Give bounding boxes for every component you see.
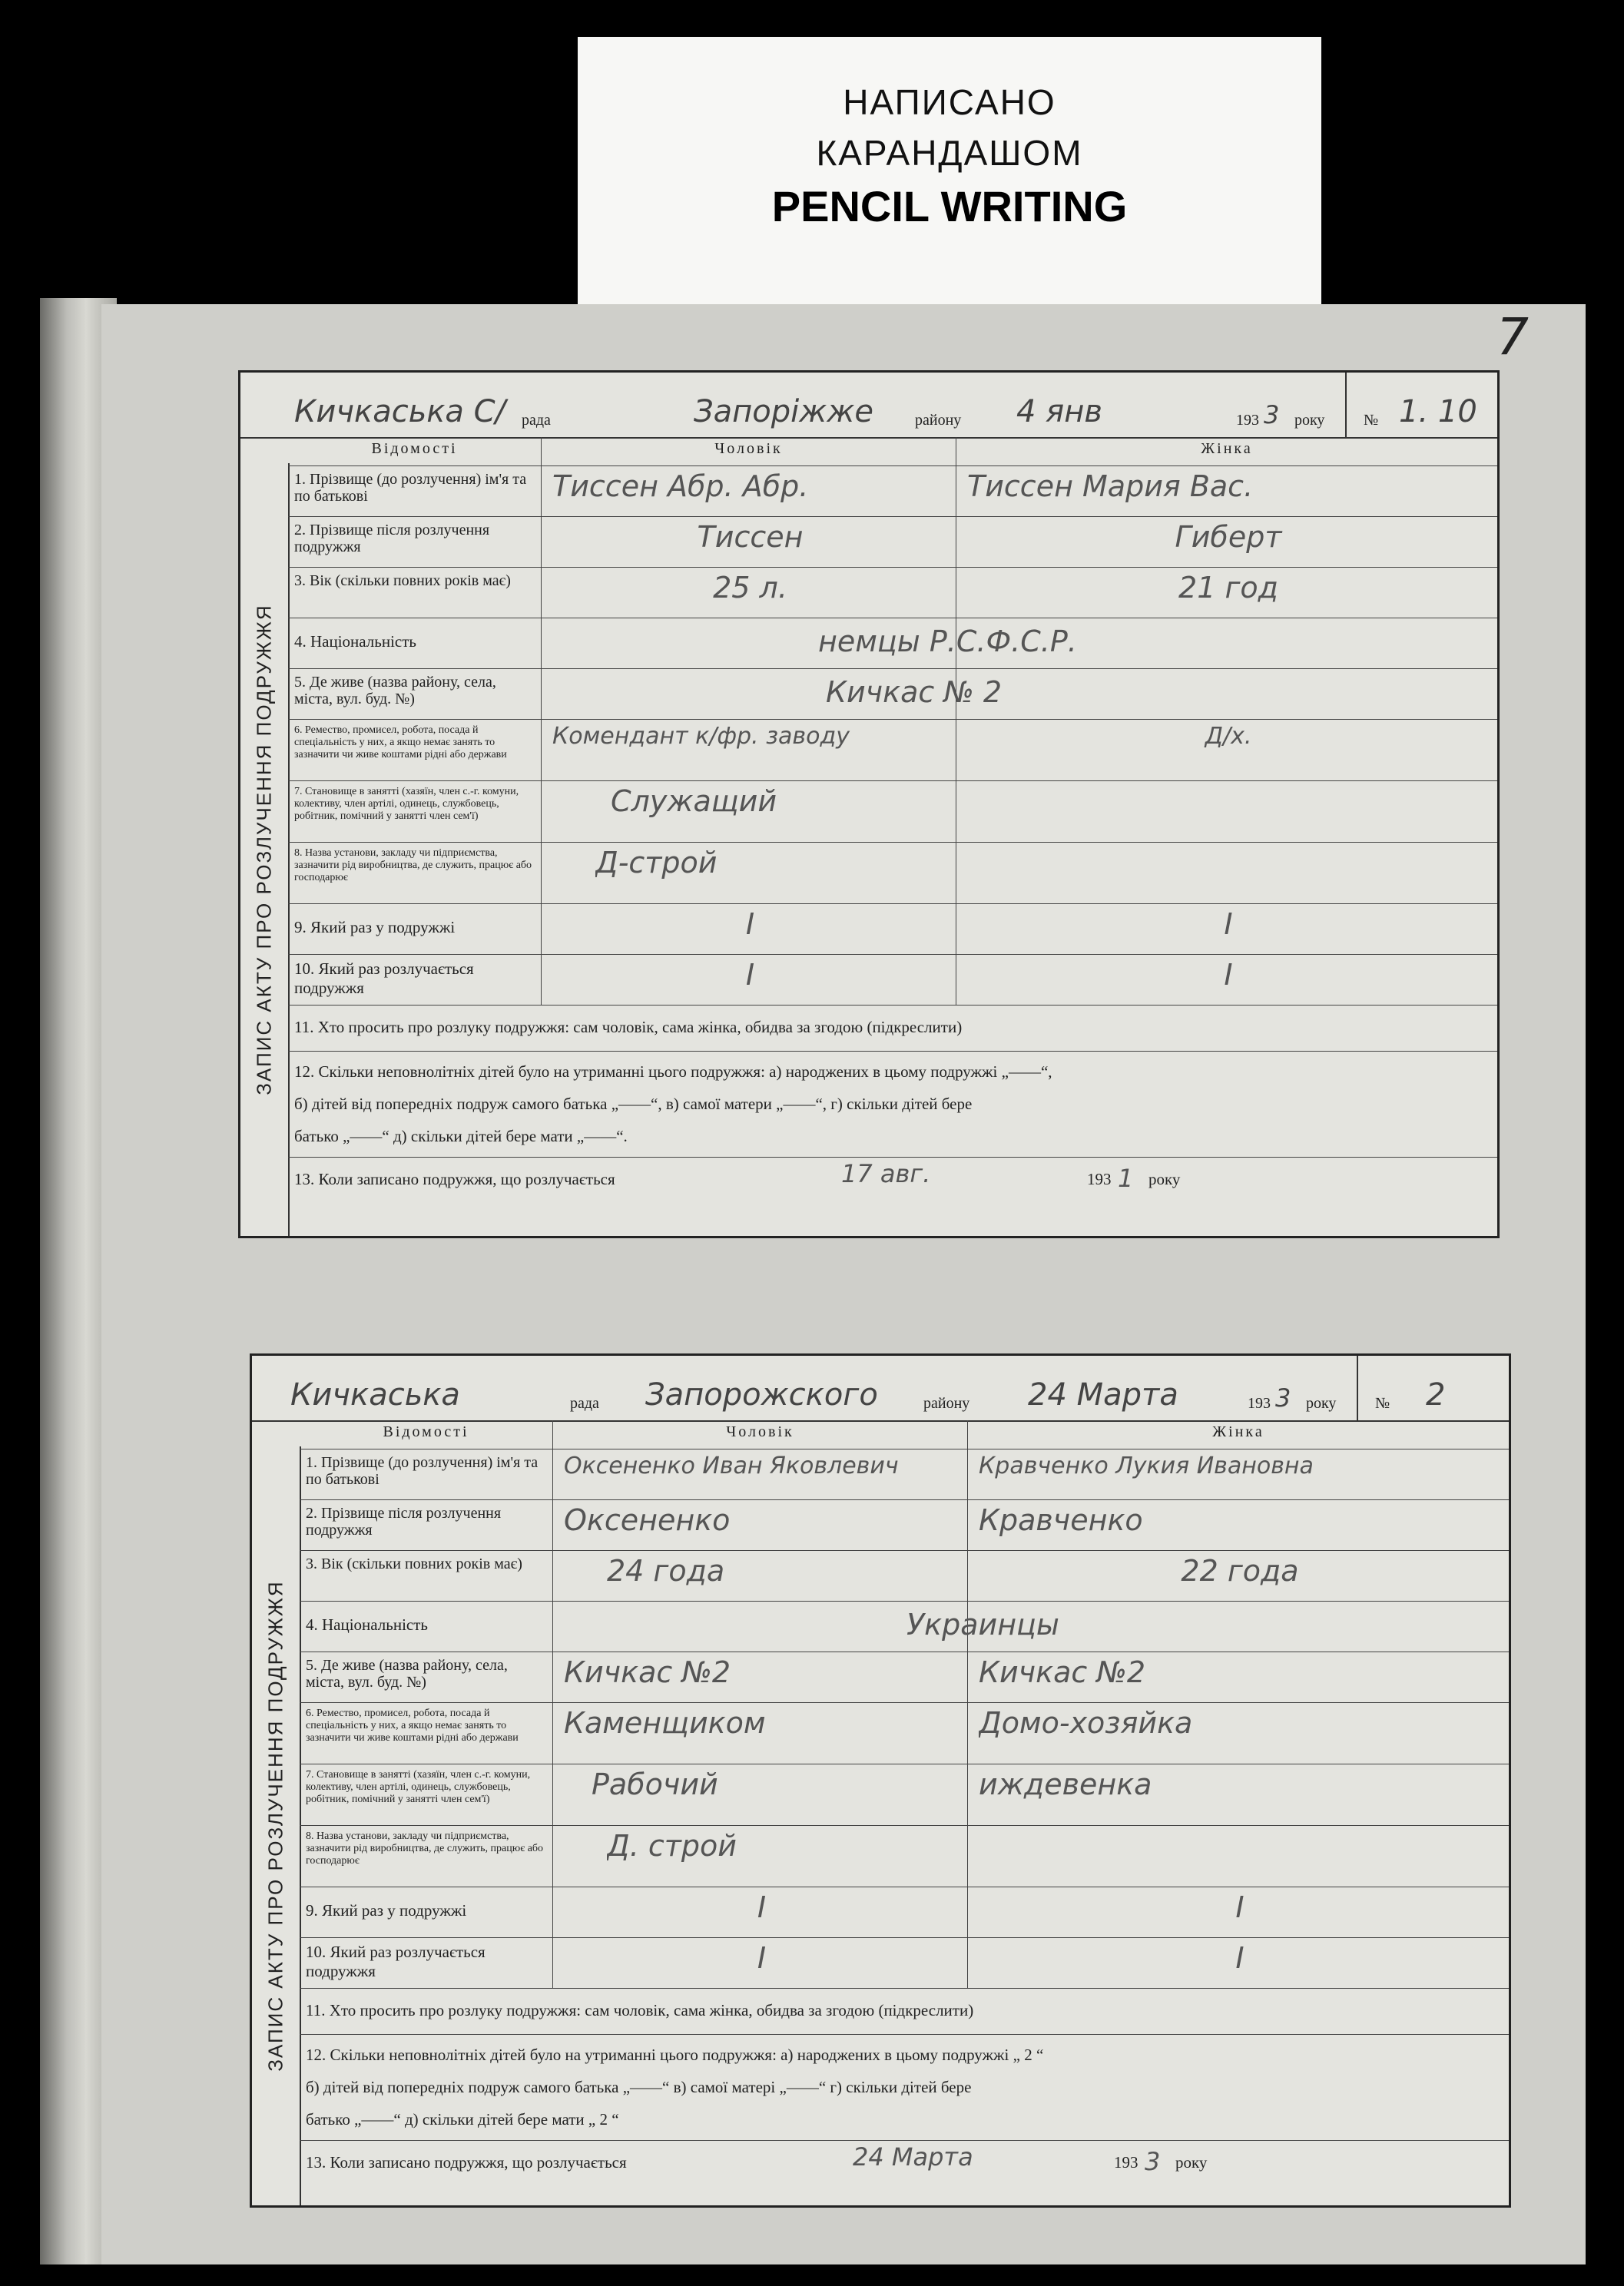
man-value: Кичкас №2 xyxy=(564,1655,731,1689)
row-label: 10. Який раз розлучається подружжя xyxy=(306,1943,486,1980)
woman-value: 21 год xyxy=(1178,571,1278,605)
row-12-line-b: б) дітей від попередніх подруж самого батька „——“, в) самої матери „——“, г) скільки дітей бере xyxy=(294,1095,973,1113)
man-value: 24 года xyxy=(607,1554,725,1588)
rada-label: рада xyxy=(570,1395,599,1412)
record-table xyxy=(300,1420,1509,2205)
row-12-line-c: батько „——“ д) скільки дітей бере мати „——“. xyxy=(294,1127,628,1145)
man-value: Д-строй xyxy=(595,846,718,880)
label-line-3: PENCIL WRITING xyxy=(771,182,1128,230)
table-row xyxy=(300,1826,1509,1887)
raion-handwriting: Запоріжже xyxy=(694,394,873,429)
table-row xyxy=(300,1500,1509,1551)
raion-label: району xyxy=(923,1395,970,1412)
woman-value: Тиссен Мария Вас. xyxy=(967,469,1254,503)
woman-value: Кравченко Лукия Ивановна xyxy=(979,1453,1314,1479)
row-label: 8. Назва установи, закладу чи підприємства, зазначити рід виробництва, де служить, працює або господарює xyxy=(306,1830,544,1867)
row-label: 1. Прізвище (до розлучення) ім'я та по батькові xyxy=(294,471,527,505)
column-headers xyxy=(288,437,1497,466)
row-label: 2. Прізвище після розлучення подружжя xyxy=(306,1505,502,1539)
woman-value: Кичкас №2 xyxy=(979,1655,1146,1689)
year-prefix: 193 xyxy=(1248,1395,1271,1412)
year-handwriting: 3 xyxy=(1275,1383,1291,1413)
row-label: 4. Національність xyxy=(294,632,417,651)
table-row xyxy=(288,843,1497,904)
row-13-year-hw: 3 xyxy=(1145,2147,1161,2176)
row-12-line-a: 12. Скільки неповнолітніх дітей було на утриманні цього подружжя: а) народжених в цьому подружжі „ 2 “ xyxy=(306,2046,1044,2064)
record-number-box xyxy=(1345,373,1497,437)
year-label: року xyxy=(1294,412,1325,429)
col-man: Чоловік xyxy=(726,1423,794,1440)
row-label: 3. Вік (скільки повних років має) xyxy=(306,1555,522,1572)
man-value: Тиссен Абр. Абр. xyxy=(552,469,809,503)
record-header xyxy=(240,373,1497,439)
col-woman: Жінка xyxy=(1201,440,1253,457)
row-label: 6. Ремество, промисел, робота, посада й спеціальність у них, а якщо немає занять то зазначити чи живе коштами рідні або держави xyxy=(306,1708,519,1744)
row-label: 5. Де живе (назва району, села, міста, вул. буд. №) xyxy=(306,1657,508,1691)
row-12-line-a: 12. Скільки неповнолітніх дітей було на утриманні цього подружжя: а) народжених в цьому подружжі „——“, xyxy=(294,1062,1052,1081)
rada-label: рада xyxy=(522,412,551,429)
raion-label: району xyxy=(915,412,962,429)
man-value: Рабочий xyxy=(592,1768,718,1801)
table-row xyxy=(288,669,1497,720)
number-label: № xyxy=(1375,1395,1390,1412)
man-value: Комендант к/фр. заводу xyxy=(552,723,850,750)
man-value: Тиссен xyxy=(697,520,804,554)
row-13-year: 193 xyxy=(1114,2153,1138,2172)
table-row xyxy=(300,1703,1509,1764)
row-label: 9. Який раз у подружжі xyxy=(306,1901,467,1920)
table-row xyxy=(300,1887,1509,1938)
joint-value: Украинцы xyxy=(906,1608,1059,1642)
raion-handwriting: Запорожского xyxy=(645,1377,878,1413)
record-table xyxy=(288,437,1497,1236)
label-line-2: КАРАНДАШОМ xyxy=(816,133,1083,173)
table-row xyxy=(300,1652,1509,1703)
joint-value: Кичкас № 2 xyxy=(826,675,1003,709)
row-11-text: 11. Хто просить про розлуку подружжя: сам чоловік, сама жінка, обидва за згодою (підкреслити) xyxy=(306,2001,974,2019)
man-value: I xyxy=(757,1941,767,1975)
woman-value: I xyxy=(1224,958,1233,992)
row-label: 6. Ремество, промисел, робота, посада й спеціальність у них, а якщо немає занять то зазначити чи живе коштами рідні або держави xyxy=(294,724,507,760)
side-title: ЗАПИС АКТУ ПРО РОЗЛУЧЕННЯ ПОДРУЖЖЯ xyxy=(240,463,290,1236)
year-handwriting: 3 xyxy=(1264,400,1280,429)
row-label: 4. Національність xyxy=(306,1615,429,1634)
man-value: I xyxy=(757,1890,767,1924)
row-11 xyxy=(288,1006,1497,1052)
woman-value: I xyxy=(1224,907,1233,941)
table-row xyxy=(300,1938,1509,1989)
number-handwriting: 2 xyxy=(1426,1377,1446,1413)
row-13 xyxy=(300,2141,1509,2187)
row-13-year-hw: 1 xyxy=(1118,1164,1134,1193)
rada-handwriting: Кичкаська С/ xyxy=(294,394,506,429)
row-13-rok: року xyxy=(1148,1170,1181,1188)
row-13-year: 193 xyxy=(1087,1170,1112,1188)
table-row xyxy=(300,1551,1509,1602)
woman-value: I xyxy=(1235,1890,1245,1924)
row-13-date: 17 авг. xyxy=(841,1159,931,1188)
table-row xyxy=(288,720,1497,781)
row-label: 7. Становище в занятті (хазяїн, член с.-г. комуни, колективу, член артілі, одинець, службовець, робітник, помічний у занятті член сем'ї) xyxy=(294,786,519,822)
pencil-writing-label xyxy=(578,37,1321,304)
woman-value: 22 года xyxy=(1181,1554,1299,1588)
woman-value: Домо-хозяйка xyxy=(979,1706,1193,1740)
man-value: Служащий xyxy=(611,784,777,818)
row-label: 2. Прізвище після розлучення подружжя xyxy=(294,522,490,555)
table-row xyxy=(288,618,1497,669)
col-woman: Жінка xyxy=(1212,1423,1264,1440)
label-line-1: НАПИСАНО xyxy=(843,82,1056,122)
record-header xyxy=(252,1356,1509,1422)
row-13-label: 13. Коли записано подружжя, що розлучається xyxy=(294,1170,615,1188)
date-handwriting: 24 Марта xyxy=(1028,1377,1178,1413)
row-13 xyxy=(288,1158,1497,1204)
year-prefix: 193 xyxy=(1236,412,1259,429)
col-vidomosti: Відомості xyxy=(383,1423,469,1440)
man-value: Каменщиком xyxy=(564,1706,766,1740)
row-11 xyxy=(300,1989,1509,2035)
table-row xyxy=(288,517,1497,568)
divorce-record-2 xyxy=(250,1353,1511,2208)
row-label: 9. Який раз у подружжі xyxy=(294,918,456,936)
table-row xyxy=(288,466,1497,517)
row-label: 1. Прізвище (до розлучення) ім'я та по батькові xyxy=(306,1454,539,1488)
joint-value: немцы Р.С.Ф.С.Р. xyxy=(818,625,1077,658)
man-value: 25 л. xyxy=(713,571,787,605)
table-row xyxy=(288,781,1497,843)
col-man: Чоловік xyxy=(714,440,783,457)
row-12 xyxy=(300,2035,1509,2141)
record-number-box xyxy=(1357,1356,1509,1420)
divorce-record-1 xyxy=(238,370,1500,1238)
table-row xyxy=(300,1764,1509,1826)
col-vidomosti: Відомості xyxy=(371,440,458,457)
number-handwriting: 1. 10 xyxy=(1399,394,1477,429)
page-number: 7 xyxy=(1496,307,1529,366)
man-value: Д. строй xyxy=(607,1829,737,1863)
row-label: 3. Вік (скільки повних років має) xyxy=(294,572,511,589)
woman-value: I xyxy=(1235,1941,1245,1975)
woman-value: Гиберт xyxy=(1175,520,1282,554)
row-13-rok: року xyxy=(1175,2153,1208,2172)
table-row xyxy=(288,904,1497,955)
man-value: Оксененко Иван Яковлевич xyxy=(564,1453,899,1479)
side-title: ЗАПИС АКТУ ПРО РОЗЛУЧЕННЯ ПОДРУЖЖЯ xyxy=(252,1446,301,2205)
row-12 xyxy=(288,1052,1497,1158)
row-13-label: 13. Коли записано подружжя, що розлучається xyxy=(306,2153,627,2172)
man-value: I xyxy=(745,958,755,992)
table-row xyxy=(288,568,1497,618)
table-row xyxy=(300,1602,1509,1652)
table-row xyxy=(300,1449,1509,1500)
woman-value: Д/х. xyxy=(1205,723,1252,750)
row-12-line-b: б) дітей від попередніх подруж самого батька „——“ в) самої матері „——“ г) скільки дітей бере xyxy=(306,2078,972,2096)
row-13-date: 24 Марта xyxy=(853,2142,973,2172)
man-value: Оксененко xyxy=(564,1503,731,1537)
row-label: 10. Який раз розлучається подружжя xyxy=(294,959,474,997)
column-headers xyxy=(300,1420,1509,1449)
year-label: року xyxy=(1306,1395,1337,1412)
row-label: 7. Становище в занятті (хазяїн, член с.-г. комуни, колективу, член артілі, одинець, службовець, робітник, помічний у занятті член сем'ї) xyxy=(306,1769,531,1805)
table-row xyxy=(288,955,1497,1006)
woman-value: Кравченко xyxy=(979,1503,1143,1537)
man-value: I xyxy=(745,907,755,941)
row-label: 5. Де живе (назва району, села, міста, вул. буд. №) xyxy=(294,674,496,707)
row-12-line-c: батько „——“ д) скільки дітей бере мати „ 2 “ xyxy=(306,2110,619,2129)
woman-value: иждевенка xyxy=(979,1768,1152,1801)
row-11-text: 11. Хто просить про розлуку подружжя: сам чоловік, сама жінка, обидва за згодою (підкреслити) xyxy=(294,1018,963,1036)
date-handwriting: 4 янв xyxy=(1016,394,1102,429)
rada-handwriting: Кичкаська xyxy=(290,1377,460,1413)
number-label: № xyxy=(1364,412,1379,429)
row-label: 8. Назва установи, закладу чи підприємства, зазначити рід виробництва, де служить, працює або господарює xyxy=(294,847,532,883)
